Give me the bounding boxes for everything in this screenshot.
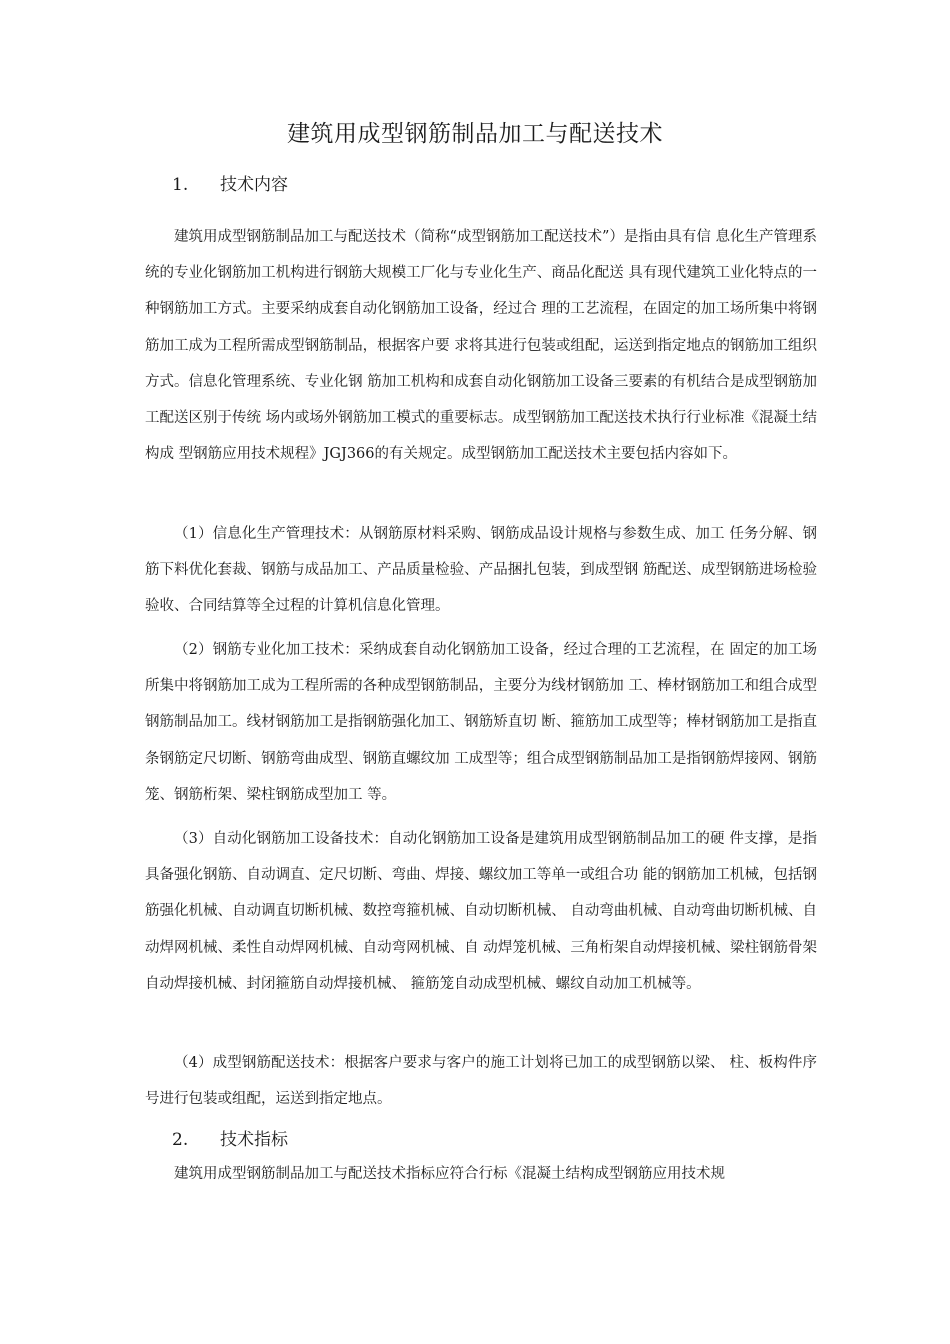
document-title: 建筑用成型钢筋制品加工与配送技术 [287,121,663,147]
section-number: 2. [172,1130,189,1150]
item-paragraph-1: （1）信息化生产管理技术：从钢筋原材料采购、钢筋成品设计规格与参数生成、加工 任务分解、钢筋下料优化套裁、钢筋与成品加工、产品质量检验、产品捆扎包装，到成型钢 筋配送、成型钢筋进场检验验收、合同结算等全过程的计算机信息化管理。 [145,526,817,615]
indicator-paragraph: 建筑用成型钢筋制品加工与配送技术指标应符合行标《混凝土结构成型钢筋应用技术规 [174,1166,725,1182]
section-number: 1. [172,175,189,195]
section-title: 技术内容 [220,175,288,195]
section-heading-2 [172,1127,288,1153]
item-paragraph-3: （3）自动化钢筋加工设备技术：自动化钢筋加工设备是建筑用成型钢筋制品加工的硬 件支撑，是指具备强化钢筋、自动调直、定尺切断、弯曲、焊接、螺纹加工等单一或组合功 能的钢筋加工机械，包括钢筋强化机械、自动调直切断机械、数控弯箍机械、自动切断机械、 自动弯曲机械、自动弯曲切断机械、自动焊网机械、柔性自动焊网机械、自动弯网机械、自 动焊笼机械、三角桁架自动焊接机械、梁柱钢筋骨架自动焊接机械、封闭箍筋自动焊接机械、 箍筋笼自动成型机械、螺纹自动加工机械等。 [145,831,817,992]
intro-paragraph: 建筑用成型钢筋制品加工与配送技术（简称“成型钢筋加工配送技术”）是指由具有信 息化生产管理系统的专业化钢筋加工机构进行钢筋大规模工厂化与专业化生产、商品化配送 具有现代建筑工业化特点的一种钢筋加工方式。主要采纳成套自动化钢筋加工设备，经过合 理的工艺流程，在固定的加工场所集中将钢筋加工成为工程所需成型钢筋制品，根据客户要 求将其进行包装或组配，运送到指定地点的钢筋加工组织方式。信息化管理系统、专业化钢 筋加工机构和成套自动化钢筋加工设备三要素的有机结合是成型钢筋加工配送区别于传统 场内或场外钢筋加工模式的重要标志。成型钢筋加工配送技术执行行业标准《混凝土结构成 型钢筋应用技术规程》JGJ366的有关规定。成型钢筋加工配送技术主要包括内容如下。 [145,229,817,463]
item-paragraph-4: （4）成型钢筋配送技术：根据客户要求与客户的施工计划将已加工的成型钢筋以梁、 柱、板构件序号进行包装或组配，运送到指定地点。 [145,1055,817,1108]
section-title: 技术指标 [220,1130,288,1150]
section-heading-1 [172,172,288,198]
item-paragraph-2: （2）钢筋专业化加工技术：采纳成套自动化钢筋加工设备，经过合理的工艺流程，在 固定的加工场所集中将钢筋加工成为工程所需的各种成型钢筋制品，主要分为线材钢筋加 工、棒材钢筋加工和组合成型钢筋制品加工。线材钢筋加工是指钢筋强化加工、钢筋矫直切 断、箍筋加工成型等；棒材钢筋加工是指直条钢筋定尺切断、钢筋弯曲成型、钢筋直螺纹加 工成型等；组合成型钢筋制品加工是指钢筋焊接网、钢筋笼、钢筋桁架、梁柱钢筋成型加工 等。 [145,642,817,803]
